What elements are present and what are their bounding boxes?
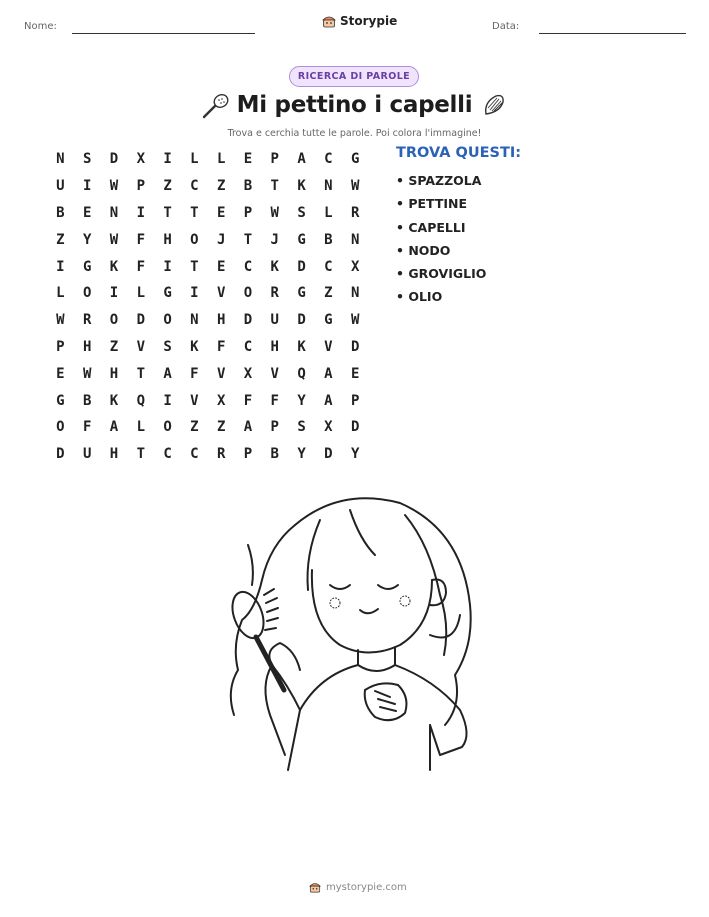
grid-letter[interactable]: Z [216,178,226,195]
grid-letter[interactable]: L [136,285,145,302]
grid-letter[interactable]: H [163,231,172,248]
grid-letter[interactable]: L [56,285,65,302]
grid-letter[interactable]: F [190,365,199,382]
grid-letter[interactable]: P [136,178,145,195]
grid-row [47,334,369,361]
grid-letter[interactable]: K [190,338,199,355]
grid-letter[interactable]: G [350,151,360,168]
grid-letter[interactable]: N [190,312,199,329]
grid-letter[interactable]: D [324,446,333,463]
grid-letter[interactable]: Z [324,285,333,302]
grid-letter[interactable]: S [297,204,306,221]
grid-letter[interactable]: P [270,151,279,168]
grid-row [47,414,369,441]
grid-letter[interactable]: R [350,204,360,221]
grid-letter[interactable]: H [216,312,226,329]
comb-icon [480,92,508,120]
grid-letter[interactable]: D [297,258,306,275]
grid-letter[interactable]: V [216,285,226,302]
grid-letter[interactable]: H [82,338,92,355]
grid-letter[interactable]: V [136,338,145,355]
grid-letter[interactable]: C [190,446,199,463]
word-list-item: • PETTINE [396,196,468,212]
grid-letter[interactable]: N [109,204,119,221]
word-list [396,172,486,312]
pie-mascot-icon [309,881,321,893]
grid-letter[interactable]: X [136,151,145,168]
grid-letter[interactable]: G [82,258,92,275]
grid-letter[interactable]: V [270,365,279,382]
grid-letter[interactable]: P [243,204,253,221]
grid-letter[interactable]: G [297,231,306,248]
grid-letter[interactable]: B [56,204,65,221]
grid-letter[interactable]: K [297,338,306,355]
grid-letter[interactable]: R [216,446,226,463]
grid-letter[interactable]: U [56,178,65,195]
grid-letter[interactable]: C [324,151,333,168]
instructions: Trova e cerchia tutte le parole. Poi colora l'immagine! [227,128,482,139]
grid-letter[interactable]: H [109,446,119,463]
grid-letter[interactable]: T [270,178,279,195]
grid-letter[interactable]: Z [163,178,172,195]
grid-row [47,253,369,280]
grid-letter[interactable]: G [163,285,172,302]
grid-letter[interactable]: O [163,419,172,436]
footer-url[interactable]: mystorypie.com [326,881,407,893]
grid-letter[interactable]: L [136,419,145,436]
grid-letter[interactable]: H [109,365,119,382]
grid-letter[interactable]: F [136,231,145,248]
grid-letter[interactable]: S [82,151,92,168]
grid-letter[interactable]: F [82,419,92,436]
grid-row [47,146,369,173]
grid-letter[interactable]: P [350,392,360,409]
grid-row [47,226,369,253]
grid-letter[interactable]: F [270,392,279,409]
grid-letter[interactable]: T [190,204,199,221]
grid-letter[interactable]: I [82,178,92,195]
pie-mascot-icon [322,14,336,28]
grid-letter[interactable]: K [270,258,279,275]
grid-letter[interactable]: S [163,338,172,355]
grid-letter[interactable]: U [270,312,279,329]
grid-letter[interactable]: T [163,204,172,221]
grid-letter[interactable]: O [243,285,253,302]
grid-letter[interactable]: V [216,365,226,382]
word-list-item: • SPAZZOLA [396,173,482,188]
grid-letter[interactable]: R [270,285,279,302]
grid-letter[interactable]: E [216,204,226,221]
grid-letter[interactable]: D [243,312,253,329]
word-list-item: • NODO [396,242,451,258]
grid-letter[interactable]: L [190,151,199,168]
grid-letter[interactable]: O [163,312,172,329]
grid-letter[interactable]: X [350,258,360,275]
grid-letter[interactable]: N [350,285,360,302]
grid-letter[interactable]: C [243,338,253,355]
grid-letter[interactable]: F [136,258,145,275]
grid-letter[interactable]: W [350,312,360,329]
grid-letter[interactable]: T [190,258,199,275]
grid-letter[interactable]: D [56,446,65,463]
grid-letter[interactable]: Y [297,446,306,463]
grid-letter[interactable]: Z [56,231,65,248]
grid-letter[interactable]: N [324,178,333,195]
grid-letter[interactable]: V [190,392,199,409]
grid-letter[interactable]: T [136,365,145,382]
brand-logo [322,14,397,28]
grid-letter[interactable]: K [109,258,119,275]
grid-letter[interactable]: X [216,392,226,409]
grid-letter[interactable]: W [109,231,119,248]
grid-letter[interactable]: C [243,258,253,275]
grid-letter[interactable]: S [297,419,306,436]
grid-letter[interactable]: D [297,312,306,329]
grid-letter[interactable]: V [324,338,333,355]
grid-letter[interactable]: C [163,446,172,463]
footer [309,881,407,893]
grid-row [47,387,369,414]
grid-letter[interactable]: W [109,178,119,195]
grid-letter[interactable]: L [216,151,226,168]
grid-letter[interactable]: F [243,392,253,409]
grid-letter[interactable]: J [216,231,226,248]
grid-letter[interactable]: U [82,446,92,463]
grid-letter[interactable]: G [56,392,65,409]
grid-letter[interactable]: I [136,204,145,221]
grid-letter[interactable]: X [243,365,253,382]
grid-row [47,307,369,334]
grid-letter[interactable]: O [82,285,92,302]
grid-letter[interactable]: F [216,338,226,355]
grid-letter[interactable]: I [163,258,172,275]
grid-letter[interactable]: D [350,338,360,355]
grid-letter[interactable]: H [270,338,279,355]
grid-letter[interactable]: W [82,365,92,382]
word-list-item: • GROVIGLIO [396,266,487,282]
grid-letter[interactable]: Q [136,392,145,409]
grid-letter[interactable]: N [350,231,360,248]
grid-letter[interactable]: P [243,446,253,463]
grid-letter[interactable]: E [216,258,226,275]
grid-letter[interactable]: E [82,204,92,221]
word-list-item: • OLIO [396,289,443,305]
grid-letter[interactable]: W [56,312,65,329]
date-label: Data: [492,21,520,32]
grid-letter[interactable]: C [190,178,199,195]
grid-letter[interactable]: P [270,419,279,436]
grid-row [47,280,369,307]
grid-letter[interactable]: B [82,392,92,409]
grid-letter[interactable]: C [324,258,333,275]
grid-letter[interactable]: G [297,285,306,302]
find-title: TROVA QUESTI: [396,145,522,161]
grid-letter[interactable]: A [109,419,119,436]
grid-row [47,441,369,468]
grid-letter[interactable]: B [324,231,333,248]
grid-letter[interactable]: D [109,151,119,168]
grid-letter[interactable]: I [109,285,119,302]
grid-letter[interactable]: P [56,338,65,355]
grid-row [47,200,369,227]
grid-letter[interactable]: B [243,178,253,195]
category-badge: RICERCA DI PAROLE [289,66,419,87]
grid-letter[interactable]: X [324,419,333,436]
grid-letter[interactable]: I [56,258,65,275]
grid-letter[interactable]: K [109,392,119,409]
grid-letter[interactable]: E [56,365,65,382]
grid-letter[interactable]: D [136,312,145,329]
grid-letter[interactable]: E [243,151,253,168]
grid-letter[interactable]: A [243,419,253,436]
grid-row [47,360,369,387]
grid-letter[interactable]: L [324,204,333,221]
grid-letter[interactable]: O [109,312,119,329]
grid-letter[interactable]: W [270,204,279,221]
grid-letter[interactable]: I [163,151,172,168]
grid-letter[interactable]: R [82,312,92,329]
date-line[interactable] [539,33,686,34]
grid-letter[interactable]: W [350,178,360,195]
brand-name: Storypie [340,14,398,28]
name-label: Nome: [24,21,57,32]
grid-letter[interactable]: O [190,231,199,248]
grid-letter[interactable]: O [56,419,65,436]
grid-letter[interactable]: Z [190,419,199,436]
word-search-grid[interactable] [47,146,369,468]
grid-letter[interactable]: Y [297,392,306,409]
grid-letter[interactable]: J [270,231,279,248]
page-title: Mi pettino i capelli [236,92,473,118]
name-line[interactable] [72,33,255,34]
grid-letter[interactable]: B [270,446,279,463]
grid-letter[interactable]: A [324,392,333,409]
grid-letter[interactable]: A [297,151,306,168]
word-list-item: • CAPELLI [396,219,466,235]
grid-letter[interactable]: I [190,285,199,302]
grid-letter[interactable]: K [297,178,306,195]
grid-letter[interactable]: T [136,446,145,463]
grid-letter[interactable]: D [350,419,360,436]
grid-letter[interactable]: Y [82,231,92,248]
grid-letter[interactable]: Y [350,446,360,463]
grid-letter[interactable]: A [163,365,172,382]
grid-letter[interactable]: G [324,312,333,329]
grid-letter[interactable]: Z [216,419,226,436]
girl-brushing-hair-illustration [200,485,480,775]
grid-letter[interactable]: T [243,231,253,248]
grid-letter[interactable]: N [56,151,65,168]
grid-letter[interactable]: E [350,365,360,382]
grid-letter[interactable]: Z [109,338,119,355]
grid-letter[interactable]: Q [297,365,306,382]
grid-row [47,173,369,200]
grid-letter[interactable]: I [163,392,172,409]
grid-letter[interactable]: A [324,365,333,382]
